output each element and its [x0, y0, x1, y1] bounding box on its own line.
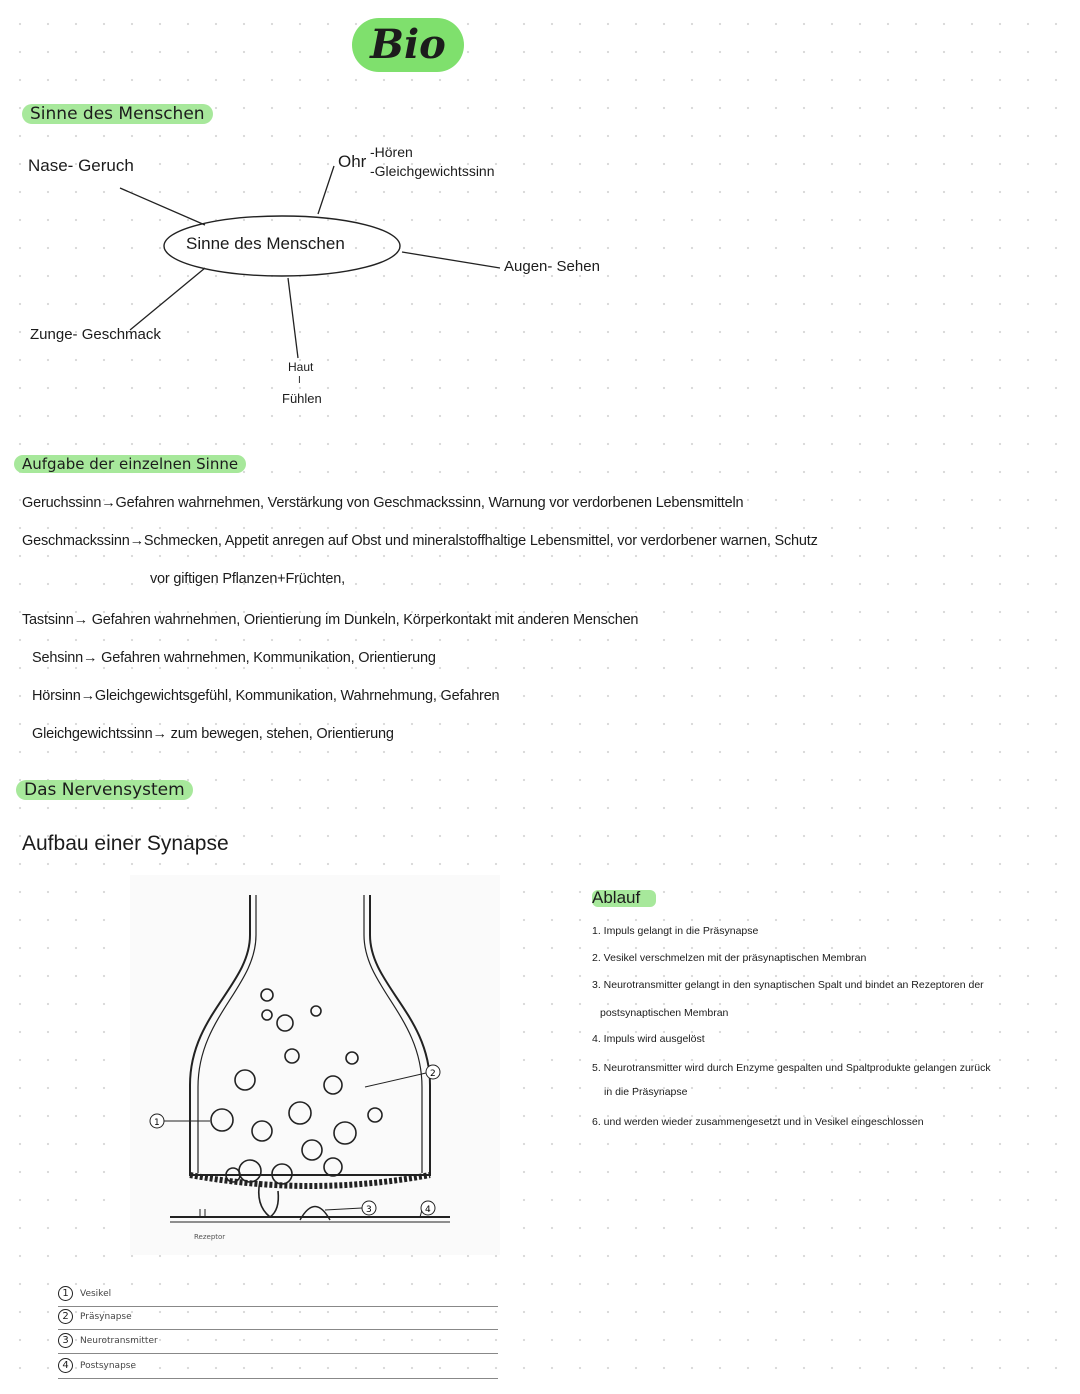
ablauf-step-4: 4. Impuls wird ausgelöst: [592, 1033, 705, 1045]
aufgabe-line-1: Geruchssinn→Gefahren wahrnehmen, Verstärkung von Geschmackssinn, Warnung vor verdorbenen Lebensmitteln: [22, 495, 744, 511]
mindmap-ohr-hoeren: -Hören: [370, 144, 413, 160]
synapse-diagram: [130, 875, 500, 1255]
ablauf-step-2: 2. Vesikel verschmelzen mit der präsynaptischen Membran: [592, 952, 867, 964]
marker-1-text: 1: [154, 1118, 160, 1128]
line-haut: [288, 278, 298, 358]
marker-2-text: 2: [430, 1069, 436, 1079]
aufgabe-line-5: Sehsinn→ Gefahren wahrnehmen, Kommunikation, Orientierung: [32, 650, 436, 666]
mindmap-ohr-gleichgewicht: -Gleichgewichtssinn: [370, 163, 495, 179]
aufgabe-line-6: Hörsinn→Gleichgewichtsgefühl, Kommunikation, Wahrnehmung, Gefahren: [32, 688, 500, 704]
legend-row-2: [58, 1309, 498, 1330]
aufgabe-line-7: Gleichgewichtssinn→ zum bewegen, stehen, Orientierung: [32, 726, 394, 742]
legend-row-1: [58, 1286, 498, 1307]
legend-num-3: 3: [58, 1333, 73, 1348]
mindmap-lines: [0, 0, 1080, 440]
marker-4-text: 4: [425, 1205, 431, 1215]
mindmap-fuehlen: Fühlen: [282, 391, 322, 406]
diagram-bg: [130, 875, 500, 1255]
section-heading-nervensystem: Das Nervensystem: [16, 780, 193, 800]
aufgabe-line-2: Geschmackssinn→Schmecken, Appetit anregen auf Obst und mineralstoffhaltige Lebensmittel, vor verdorbener warnen, Schutz: [22, 533, 818, 549]
line-zunge: [130, 268, 205, 330]
ablauf-step-3: 3. Neurotransmitter gelangt in den synaptischen Spalt und bindet an Rezeptoren der: [592, 979, 984, 991]
legend-row-3: [58, 1333, 498, 1354]
ablauf-step-5: 5. Neurotransmitter wird durch Enzyme gespalten und Spaltprodukte gelangen zurück: [592, 1062, 991, 1074]
legend-num-2: 2: [58, 1309, 73, 1324]
subheading-synapse: Aufbau einer Synapse: [22, 832, 229, 855]
legend-label-4: Postsynapse: [80, 1361, 137, 1371]
legend-row-4: [58, 1358, 498, 1379]
legend-num-1: 1: [58, 1286, 73, 1301]
ablauf-step-6: 6. und werden wieder zusammengesetzt und in Vesikel eingeschlossen: [592, 1116, 924, 1128]
ablauf-heading: Ablauf: [592, 888, 641, 907]
ablauf-step-5b: in die Präsynapse: [604, 1086, 688, 1098]
ablauf-step-3b: postsynaptischen Membran: [600, 1007, 729, 1019]
legend-label-1: Vesikel: [80, 1289, 112, 1299]
aufgabe-line-4: Tastsinn→ Gefahren wahrnehmen, Orientierung im Dunkeln, Körperkontakt mit anderen Menschen: [22, 612, 639, 628]
mindmap-haut-dash: I: [298, 375, 301, 386]
mindmap-ohr: Ohr: [338, 152, 367, 171]
mindmap-augen: Augen- Sehen: [504, 258, 600, 275]
line-augen: [402, 252, 500, 268]
aufgabe-line-3: vor giftigen Pflanzen+Früchten,: [150, 571, 345, 587]
legend-num-4: 4: [58, 1358, 73, 1373]
section-heading-sinne: Sinne des Menschen: [22, 104, 213, 124]
ablauf-step-1: 1. Impuls gelangt in die Präsynapse: [592, 925, 759, 937]
line-ohr: [318, 166, 334, 214]
legend-label-3: Neurotransmitter: [80, 1336, 158, 1346]
legend-label-2: Präsynapse: [80, 1312, 132, 1322]
line-nase: [120, 188, 205, 225]
page-title: Bio: [352, 18, 464, 72]
mindmap-zunge: Zunge- Geschmack: [30, 326, 161, 343]
marker-3-text: 3: [366, 1205, 372, 1215]
section-heading-aufgabe: Aufgabe der einzelnen Sinne: [14, 455, 246, 473]
rezeptor-label: Rezeptor: [194, 1233, 226, 1241]
mindmap-haut: Haut: [288, 360, 314, 374]
mindmap-center: Sinne des Menschen: [186, 234, 345, 253]
mindmap-nase: Nase- Geruch: [28, 156, 134, 175]
